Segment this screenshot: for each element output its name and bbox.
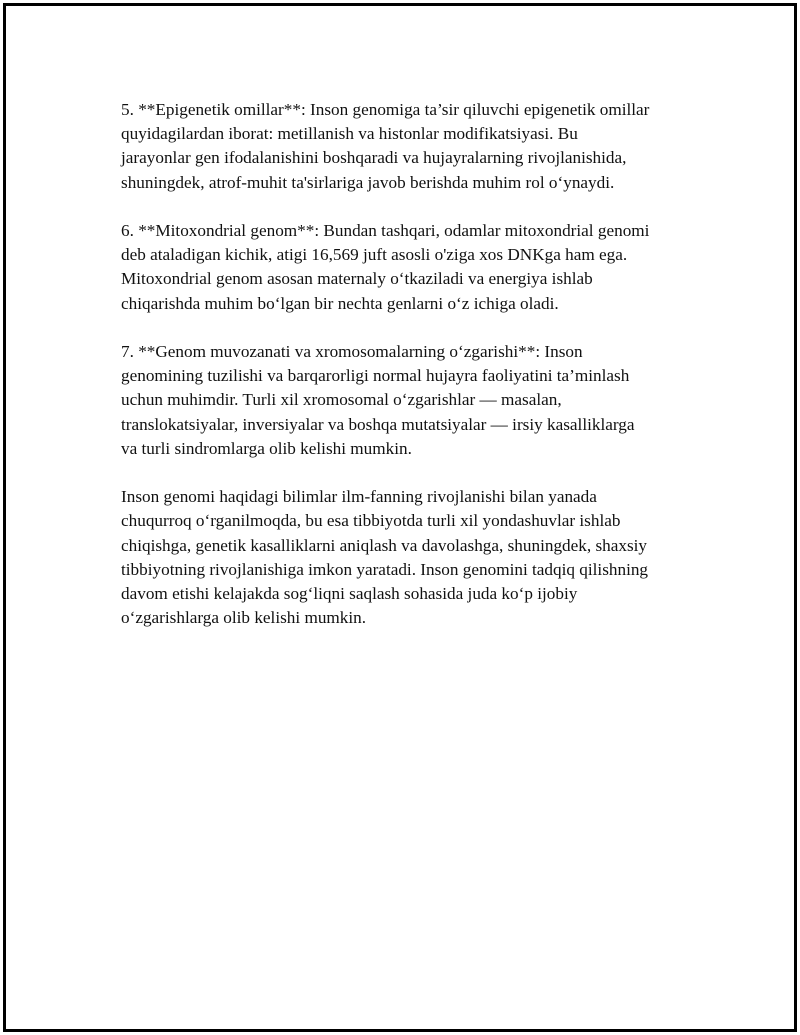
page-frame — [3, 3, 797, 1032]
paragraph-mitochondrial-genome: 6. **Mitoxondrial genom**: Bundan tashqari, odamlar mitoxondrial genomi deb ataladigan kichik, atigi 16,569 juft asosli o'ziga xos DNKga ham ega. Mitoxondrial genom asosan maternaly o‘tkaziladi va energiya ishlab chiqarishda muhim bo‘lgan bir nechta genlarni o‘z ichiga oladi. — [121, 221, 650, 313]
document-body — [121, 98, 696, 655]
paragraph-epigenetic-factors: 5. **Epigenetik omillar**: Inson genomiga ta’sir qiluvchi epigenetik omillar quyidagilardan iborat: metillanish va histonlar modifikatsiyasi. Bu jarayonlar gen ifodalanishini boshqaradi va hujayralarning rivojlanishida, shuningdek, atrof-muhit ta'sirlariga javob berishda muhim rol o‘ynaydi. — [121, 100, 650, 192]
paragraph-genome-balance: 7. **Genom muvozanati va xromosomalarning o‘zgarishi**: Inson genomining tuzilishi va barqarorligi normal hujayra faoliyatini ta’minlash uchun muhimdir. Turli xil xromosomal o‘zgarishlar — masalan, translokatsiyalar, inversiyalar va boshqa mutatsiyalar — irsiy kasalliklarga va turli sindromlarga olib kelishi mumkin. — [121, 342, 635, 458]
paragraph-conclusion: Inson genomi haqidagi bilimlar ilm-fanning rivojlanishi bilan yanada chuqurroq o‘rganilmoqda, bu esa tibbiyotda turli xil yondashuvlar ishlab chiqishga, genetik kasalliklarni aniqlash va davolashga, shuningdek, shaxsiy tibbiyotning rivojlanishiga imkon yaratadi. Inson genomini tadqiq qilishning davom etishi kelajakda sog‘liqni saqlash sohasida juda ko‘p ijobiy o‘zgarishlarga olib kelishi mumkin. — [121, 487, 649, 628]
